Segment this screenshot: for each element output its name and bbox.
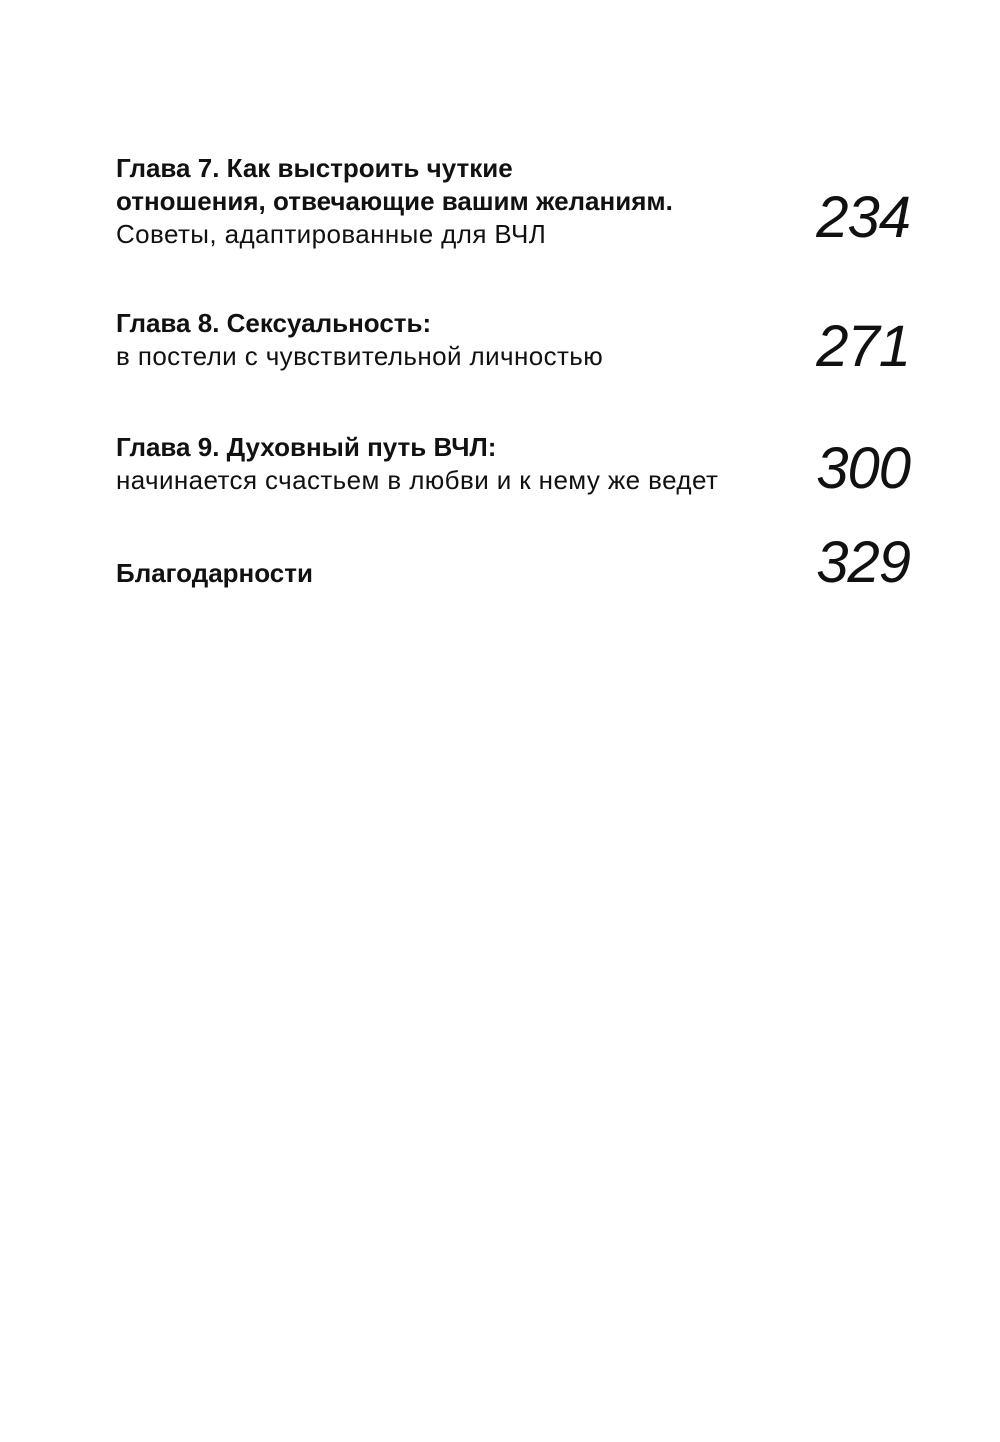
chapter-title-line: Глава 8. Сексуальность: — [116, 308, 432, 338]
toc-entry-chapter-8 — [116, 307, 916, 377]
page-number: 329 — [816, 530, 910, 595]
chapter-title-line: Глава 7. Как выстроить чуткие — [116, 153, 513, 183]
toc-entry-acknowledgements — [116, 530, 916, 595]
chapter-subtitle: в постели с чувствительной личностью — [116, 341, 604, 371]
chapter-title-line: Благодарности — [116, 558, 313, 588]
page-number: 300 — [816, 436, 910, 501]
chapter-title-line: отношения, отвечающие вашим желаниям. — [116, 186, 673, 216]
chapter-subtitle: Советы, адаптированные для ВЧЛ — [116, 219, 547, 249]
toc-entry-chapter-9 — [116, 431, 916, 501]
toc-entry-chapter-7 — [116, 152, 916, 262]
chapter-subtitle: начинается счастьем в любви и к нему же ведет — [116, 465, 719, 495]
toc-entry-text — [116, 557, 776, 590]
page-number: 271 — [816, 314, 910, 379]
chapter-title-line: Глава 9. Духовный путь ВЧЛ: — [116, 432, 497, 462]
toc-entry-text — [116, 152, 776, 251]
toc-entry-text — [116, 307, 776, 373]
toc-entry-text — [116, 431, 776, 497]
page-number: 234 — [816, 185, 910, 250]
